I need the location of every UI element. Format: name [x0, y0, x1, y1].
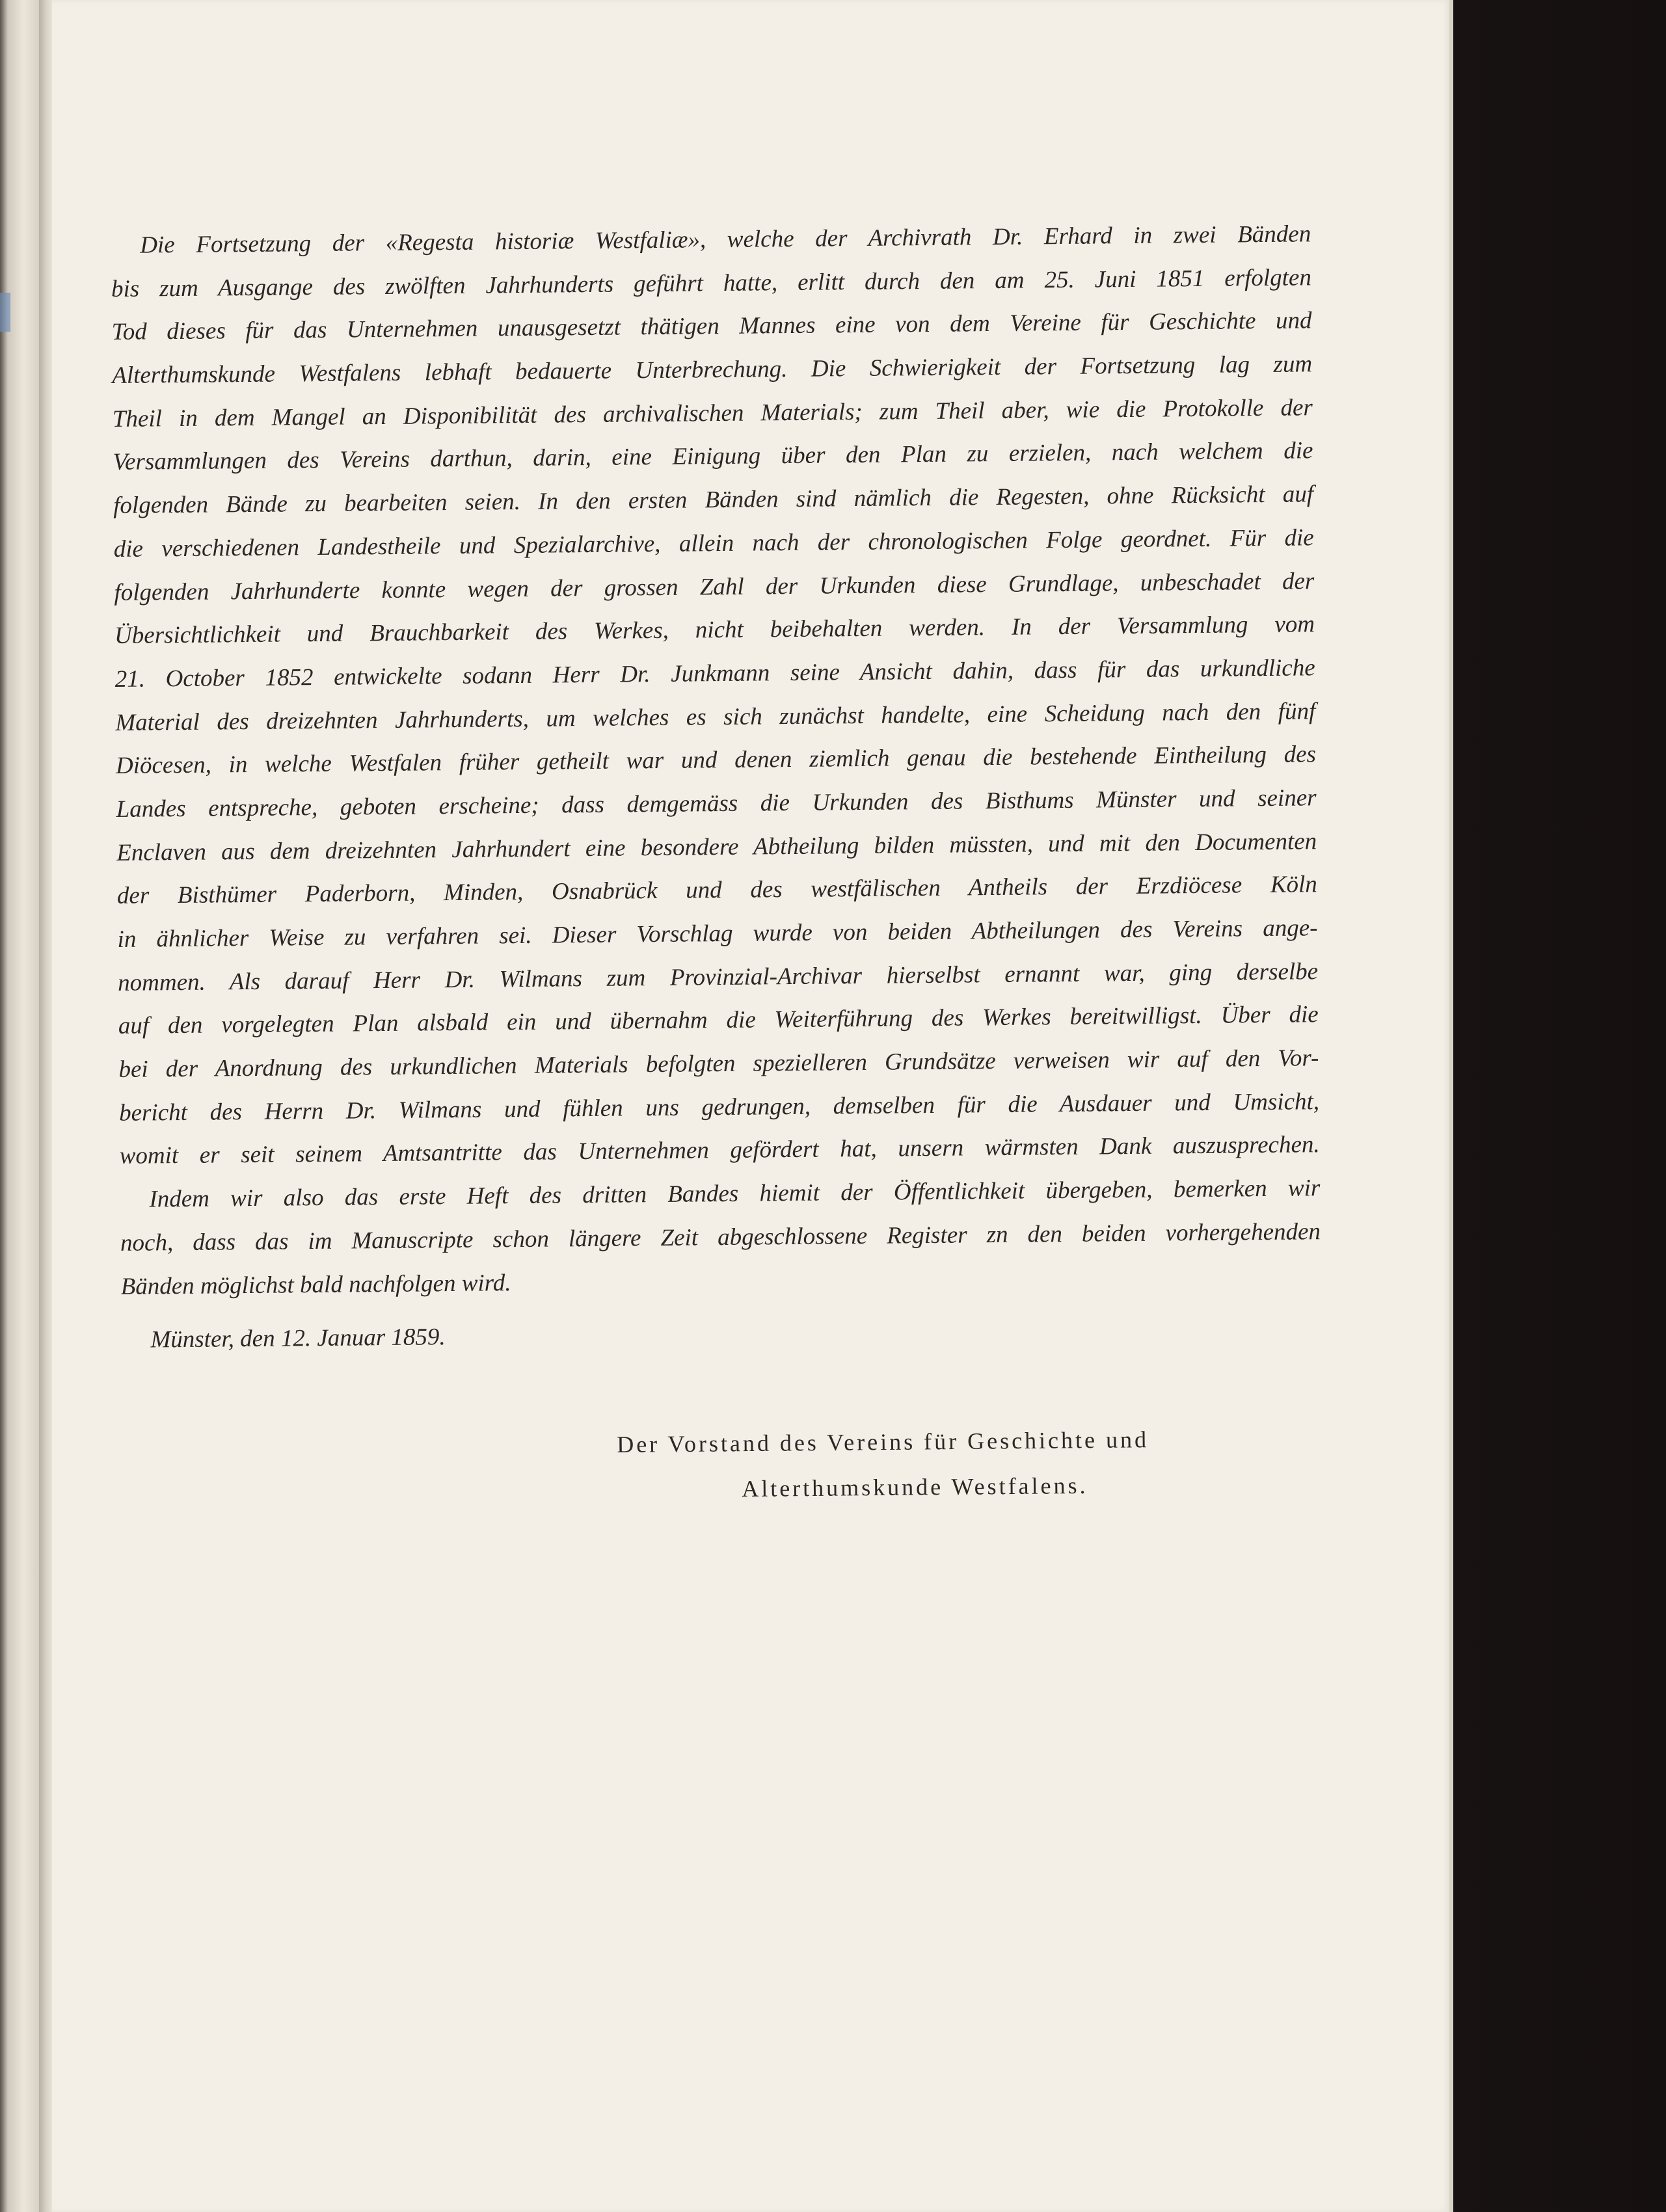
text-line: Übersichtlichkeit und Brauchbarkeit des Werkes, nicht beibehalten werden. In der Versammlung vom — [114, 611, 1315, 650]
signature-line: Alterthumskunde Westfalens. — [742, 1472, 1088, 1502]
text-line: die verschiedenen Landestheile und Spezialarchive, allein nach der chronologischen Folge geordnet. Für die — [113, 524, 1314, 563]
text-line: bei der Anordnung des urkundlichen Materials befolgten spezielleren Grundsätze verweisen wir auf den Vor- — [118, 1045, 1319, 1084]
text-line: Tod dieses für das Unternehmen unausgesetzt thätigen Mannes eine von dem Vereine für Geschichte und — [111, 307, 1312, 346]
text-line: folgenden Bände zu bearbeiten seien. In den ersten Bänden sind nämlich die Regesten, ohne Rücksicht auf — [113, 481, 1314, 520]
text-line: der Bisthümer Paderborn, Minden, Osnabrück und des westfälischen Antheils der Erzdiöcese Köln — [116, 871, 1318, 910]
text-line: nommen. Als darauf Herr Dr. Wilmans zum Provinzial-Archivar hierselbst ernannt war, ging derselbe — [117, 957, 1319, 996]
text-line: 21. October 1852 entwickelte sodann Herr Dr. Junkmann seine Ansicht dahin, dass für das urkundliche — [114, 654, 1315, 693]
text-line: Versammlungen des Vereins darthun, darin, eine Einigung über den Plan zu erzielen, nach welchem die — [113, 437, 1313, 476]
text-line: in ähnlicher Weise zu verfahren sei. Dieser Vorschlag wurde von beiden Abtheilungen des Vereins ange- — [117, 914, 1318, 953]
body-text — [111, 213, 1322, 1363]
page-edge — [1449, 0, 1453, 2212]
text-line: auf den vorgelegten Plan alsbald ein und übernahm die Weiterführung des Werkes bereitwilligst. Über die — [118, 1001, 1319, 1040]
text-line: Indem wir also das erste Heft des dritten Bandes hiemit der Öffentlichkeit übergeben, bemerken wir — [149, 1175, 1321, 1213]
signature-line: Der Vorstand des Vereins für Geschichte und — [617, 1426, 1149, 1458]
text-line: Enclaven aus dem dreizehnten Jahrhundert eine besondere Abtheilung bilden müssten, und mit den Documenten — [116, 827, 1317, 866]
text-line: Alterthumskunde Westfalens lebhaft bedauerte Unterbrechung. Die Schwierigkeit der Fortsetzung lag zum — [112, 351, 1313, 390]
text-line: noch, dass das im Manuscripte schon längere Zeit abgeschlossene Register zn den beiden vorhergehenden — [120, 1218, 1321, 1257]
text-line: Diöcesen, in welche Westfalen früher getheilt war und denen ziemlich genau die bestehende Eintheilung des — [115, 741, 1317, 780]
date-line: Münster, den 12. Januar 1859. — [150, 1324, 446, 1353]
facing-page-edge — [0, 0, 39, 2212]
text-line: Die Fortsetzung der «Regesta historiæ Westfaliæ», welche der Archivrath Dr. Erhard in zwei Bänden — [140, 220, 1311, 259]
text-line: Theil in dem Mangel an Disponibilität des archivalischen Materials; zum Theil aber, wie die Protokolle der — [112, 394, 1313, 433]
text-line: folgenden Jahrhunderte konnte wegen der grossen Zahl der Urkunden diese Grundlage, unbeschadet der — [114, 567, 1315, 606]
text-line: Bänden möglichst bald nachfolgen wird. — [120, 1269, 511, 1300]
text-line: Material des dreizehnten Jahrhunderts, um welches es sich zunächst handelte, eine Scheidung nach den fünf — [115, 697, 1316, 736]
facing-page-mark — [0, 293, 10, 332]
text-line: bericht des Herrn Dr. Wilmans und fühlen uns gedrungen, demselben für die Ausdauer und Umsicht, — [118, 1087, 1320, 1126]
text-line: womit er seit seinem Amtsantritte das Unternehmen gefördert hat, unsern wärmsten Dank auszusprechen. — [119, 1131, 1320, 1170]
text-line: bis zum Ausgange des zwölften Jahrhunderts geführt hatte, erlitt durch den am 25. Juni 1851 erfolgten — [111, 263, 1312, 302]
text-line: Landes entspreche, geboten erscheine; dass demgemäss die Urkunden des Bisthums Münster und seiner — [116, 784, 1317, 823]
